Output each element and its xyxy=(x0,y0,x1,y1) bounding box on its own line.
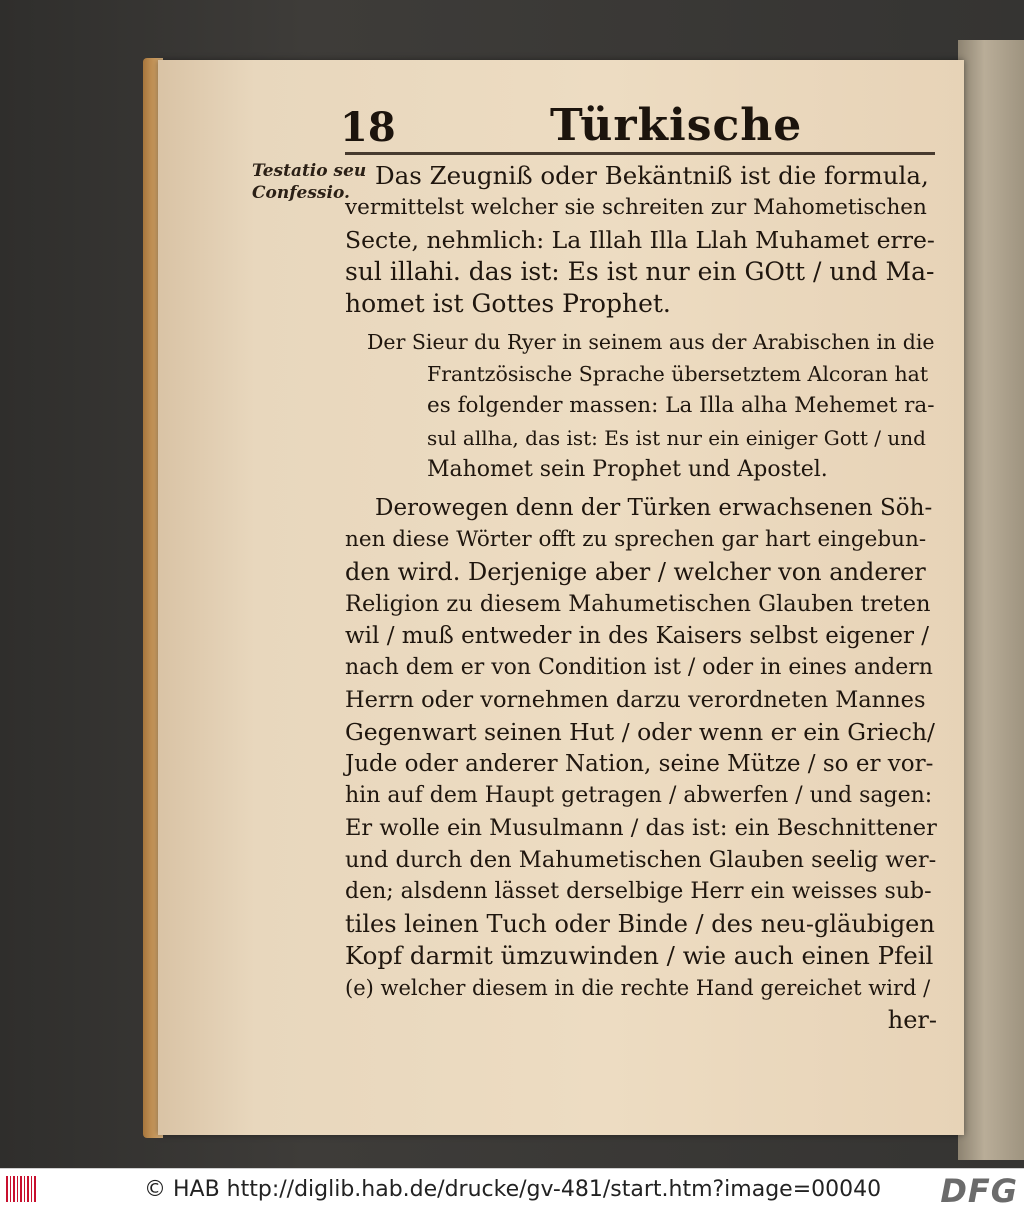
text-line: vermittelst welcher sie schreiten zur Mahometischen xyxy=(345,195,927,220)
text-line: tiles leinen Tuch oder Binde / des neu-gläubigen xyxy=(345,910,935,938)
barcode-icon xyxy=(6,1176,36,1202)
dfg-logo: DFG xyxy=(940,1172,1018,1210)
text-line: hin auf dem Haupt getragen / abwerfen / und sagen: xyxy=(345,783,933,808)
quote-paragraph xyxy=(345,326,937,486)
text-line: Das Zeugniß oder Bekäntniß ist die formula, xyxy=(375,161,929,190)
text-line: Frantzösische Sprache übersetztem Alcoran hat xyxy=(427,362,929,386)
text-line: Kopf darmit ümzuwinden / wie auch einen Pfeil xyxy=(345,941,934,970)
text-line: homet ist Gottes Prophet. xyxy=(345,289,671,318)
running-head xyxy=(340,100,900,150)
text-line: Gegenwart seinen Hut / oder wenn er ein Griech/ xyxy=(345,718,935,746)
adjacent-page-edge xyxy=(958,40,1024,1160)
text-line: (e) welcher diesem in die rechte Hand gereichet wird / xyxy=(345,976,931,1000)
text-line: Der Sieur du Ryer in seinem aus der Arabischen in die xyxy=(367,330,935,354)
text-line: Religion zu diesem Mahumetischen Glauben treten xyxy=(345,591,931,617)
footer-source-link[interactable]: © HAB http://diglib.hab.de/drucke/gv-481/start.htm?image=00040 xyxy=(144,1177,882,1202)
text-line: sul illahi. das ist: Es ist nur ein GOtt / und Ma- xyxy=(345,257,935,286)
marginal-note-line: Testatio seu xyxy=(252,161,367,181)
paragraph-2 xyxy=(345,492,937,1004)
text-line: nen diese Wörter offt zu sprechen gar hart eingebun- xyxy=(345,527,927,552)
text-line: und durch den Mahumetischen Glauben seelig wer- xyxy=(345,847,937,873)
text-line: Derowegen denn der Türken erwachsenen Söh- xyxy=(375,495,933,521)
footer-bar xyxy=(0,1168,1024,1210)
catchword: her- xyxy=(887,1006,937,1034)
text-line: sul allha, das ist: Es ist nur ein einiger Gott / und xyxy=(427,426,926,450)
text-line: Secte, nehmlich: La Illah Illa Llah Muhamet erre- xyxy=(345,226,935,254)
text-line: wil / muß entweder in des Kaisers selbst eigener / xyxy=(345,623,930,649)
text-line: es folgender massen: La Illa alha Mehemet ra- xyxy=(427,393,935,418)
running-title: Türkische xyxy=(550,100,803,151)
body-text xyxy=(345,160,937,1036)
text-line: den; alsdenn lässet derselbige Herr ein weisses sub- xyxy=(345,879,932,904)
page-number: 18 xyxy=(340,104,396,151)
paragraph-1 xyxy=(345,160,937,320)
header-rule xyxy=(345,152,935,155)
text-line: Jude oder anderer Nation, seine Mütze / so er vor- xyxy=(345,751,934,777)
text-line: Er wolle ein Musulmann / das ist: ein Beschnittener xyxy=(345,815,937,841)
text-line: nach dem er von Condition ist / oder in eines andern xyxy=(345,655,933,680)
marginal-note-line: Confessio. xyxy=(252,183,350,203)
text-line: Mahomet sein Prophet und Apostel. xyxy=(427,457,828,482)
text-line: Herrn oder vornehmen darzu verordneten Mannes xyxy=(345,687,926,713)
text-line: den wird. Derjenige aber / welcher von anderer xyxy=(345,558,926,586)
